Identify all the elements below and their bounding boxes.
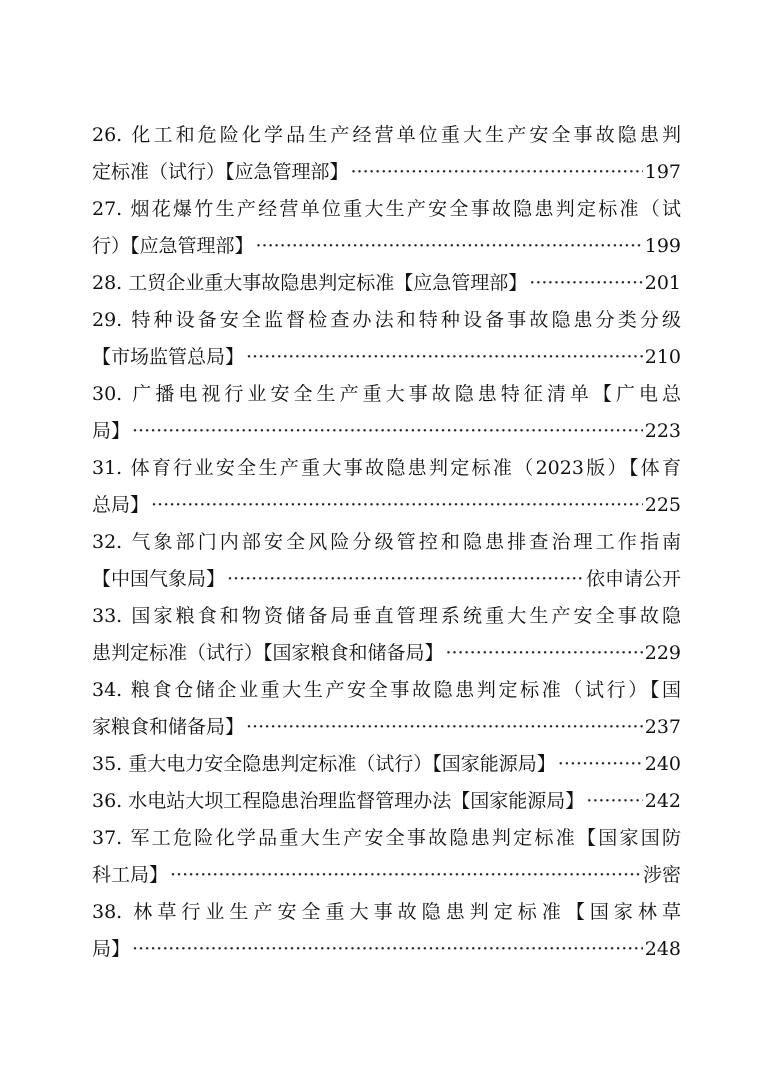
dot-leader [256, 228, 643, 265]
dot-leader [351, 154, 643, 191]
entry-title-cont: 患判定标准（试行）【国家粮食和储备局】 [92, 642, 444, 664]
entry-number: 38. [92, 901, 123, 923]
entry-title-cont: 【市场监管总局】 [92, 346, 245, 368]
entry-title-text: 水电站大坝工程隐患治理监督管理办法【国家能源局】 [128, 790, 585, 812]
entry-title: 国家粮食和物资储备局垂直管理系统重大生产安全事故隐 [131, 605, 681, 627]
entry-page-number: 依申请公开 [585, 568, 681, 590]
toc-entry-33-line-2[interactable] [92, 635, 681, 672]
entry-title-text: 重大电力安全隐患判定标准（试行）【国家能源局】 [128, 753, 556, 775]
toc-entry-32-line-2[interactable] [92, 561, 681, 598]
entry-number: 33. [92, 605, 123, 627]
entry-title-cont: 定标准（试行）【应急管理部】 [92, 161, 349, 183]
dot-leader [586, 783, 642, 820]
toc-entry-30-line-2[interactable] [92, 413, 681, 450]
toc-entry-33-line-1[interactable] [92, 598, 681, 635]
dot-leader [246, 709, 643, 746]
entry-title: 军工危险化学品重大生产安全事故隐患判定标准【国家国防 [130, 827, 681, 849]
toc-entry-36[interactable] [92, 783, 681, 820]
toc-entry-26-line-2[interactable] [92, 154, 681, 191]
dot-leader [151, 487, 643, 524]
entry-title-cont: 【中国气象局】 [92, 568, 226, 590]
entry-number: 37. [92, 827, 123, 849]
dot-leader [529, 265, 642, 302]
entry-page-number: 242 [644, 790, 681, 812]
entry-page-number: 223 [644, 420, 681, 442]
toc-entry-38-line-2[interactable] [92, 931, 681, 968]
toc-entry-34-line-2[interactable] [92, 709, 681, 746]
toc-entry-38-line-1[interactable] [92, 894, 681, 931]
entry-page-number: 225 [644, 494, 681, 516]
entry-page-number: 涉密 [642, 864, 681, 886]
toc-entry-34-line-1[interactable] [92, 672, 681, 709]
entry-title: 气象部门内部安全风险分级管控和隐患排查治理工作指南 [131, 531, 681, 553]
entry-title-cont: 行）【应急管理部】 [92, 235, 254, 257]
entry-number: 31. [92, 457, 123, 479]
entry-page-number: 210 [644, 346, 681, 368]
entry-title-text: 工贸企业重大事故隐患判定标准【应急管理部】 [128, 272, 528, 294]
entry-title: 林草行业生产安全重大事故隐患判定标准【国家林草 [133, 901, 681, 923]
dot-leader [170, 857, 641, 894]
entry-number: 36. [92, 790, 123, 812]
entry-title-cont: 局】 [92, 938, 131, 960]
entry-number: 29. [92, 309, 123, 331]
entry-page-number: 199 [644, 235, 681, 257]
toc-entry-31-line-2[interactable] [92, 487, 681, 524]
entry-page-number: 229 [644, 642, 681, 664]
entry-title: 化工和危险化学品生产经营单位重大生产安全事故隐患判 [131, 124, 681, 146]
entry-title: 体育行业安全生产重大事故隐患判定标准（2023版）【体育 [130, 457, 681, 479]
entry-title [92, 783, 584, 820]
toc-entry-35[interactable] [92, 746, 681, 783]
toc-entry-37-line-2[interactable] [92, 857, 681, 894]
entry-title [92, 746, 556, 783]
toc-entry-28[interactable] [92, 265, 681, 302]
entry-number: 26. [92, 124, 123, 146]
entry-page-number: 248 [644, 938, 681, 960]
entry-page-number: 197 [644, 161, 681, 183]
entry-title-cont: 科工局】 [92, 864, 169, 886]
dot-leader [246, 339, 643, 376]
entry-number: 35. [92, 753, 123, 775]
toc-entry-32-line-1[interactable] [92, 524, 681, 561]
entry-page-number: 240 [644, 753, 681, 775]
toc-entry-27-line-2[interactable] [92, 228, 681, 265]
dot-leader [227, 561, 584, 598]
entry-title: 烟花爆竹生产经营单位重大生产安全事故隐患判定标准（试 [130, 198, 681, 220]
dot-leader [132, 413, 643, 450]
toc-entry-30-line-1[interactable] [92, 376, 681, 413]
entry-page-number: 237 [644, 716, 681, 738]
entry-title-cont: 局】 [92, 420, 131, 442]
dot-leader [446, 635, 643, 672]
entry-title [92, 265, 527, 302]
toc-entry-31-line-1[interactable] [92, 450, 681, 487]
entry-page-number: 201 [644, 272, 681, 294]
entry-title-cont: 家粮食和储备局】 [92, 716, 245, 738]
toc-entry-29-line-1[interactable] [92, 302, 681, 339]
entry-number: 32. [92, 531, 123, 553]
toc-entry-27-line-1[interactable] [92, 191, 681, 228]
toc-entry-29-line-2[interactable] [92, 339, 681, 376]
toc-entry-37-line-1[interactable] [92, 820, 681, 857]
dot-leader [132, 931, 643, 968]
toc-entry-26-line-1[interactable] [92, 117, 681, 154]
table-of-contents [92, 117, 681, 968]
entry-title: 特种设备安全监督检查办法和特种设备事故隐患分类分级 [131, 309, 681, 331]
entry-title-cont: 总局】 [92, 494, 150, 516]
entry-number: 30. [92, 383, 123, 405]
entry-number: 27. [92, 198, 123, 220]
entry-title: 粮食仓储企业重大生产安全事故隐患判定标准（试行）【国 [130, 679, 681, 701]
dot-leader [558, 746, 643, 783]
entry-title: 广播电视行业安全生产重大事故隐患特征清单【广电总 [132, 383, 681, 405]
entry-number: 28. [92, 272, 123, 294]
entry-number: 34. [92, 679, 123, 701]
